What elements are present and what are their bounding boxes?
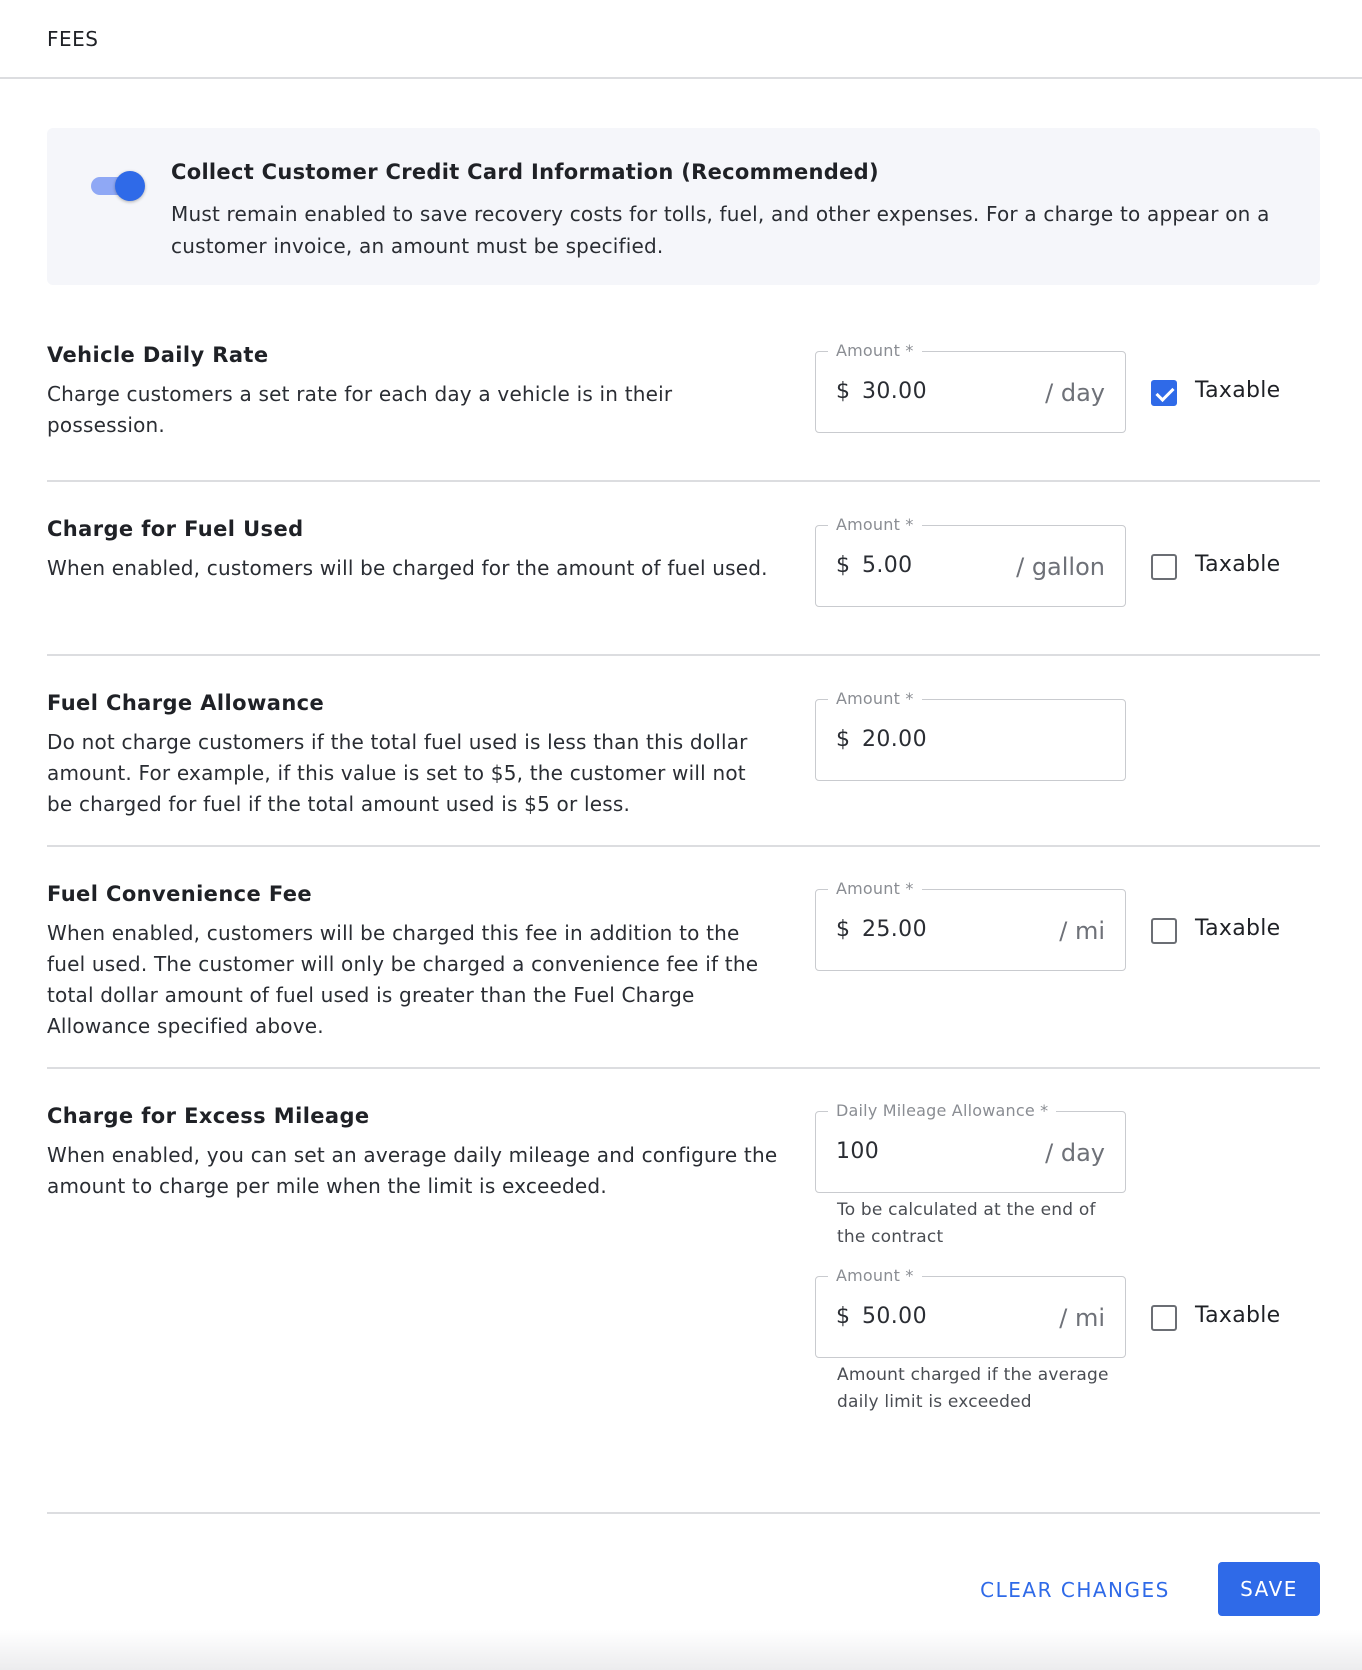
credit-card-title: Collect Customer Credit Card Information (Recommended) <box>171 160 879 184</box>
checkbox-unchecked-icon[interactable] <box>1151 918 1177 944</box>
credit-card-panel <box>47 128 1320 285</box>
section-description: Do not charge customers if the total fuel used is less than this dollar amount. For example, if this value is set to $5, the customer will not be charged for fuel if the total amount used is $5 or less. <box>47 730 748 816</box>
section-title: Vehicle Daily Rate <box>47 343 269 367</box>
currency-prefix: $ <box>836 727 850 752</box>
allowance-helper-text: To be calculated at the end of the contract <box>837 1200 1096 1247</box>
field-unit-suffix: / mi <box>1059 1304 1105 1332</box>
field-value[interactable]: 25.00 <box>862 917 927 942</box>
checkbox-unchecked-icon[interactable] <box>1151 554 1177 580</box>
section-title: Fuel Convenience Fee <box>47 882 313 906</box>
toggle-thumb <box>115 171 145 201</box>
clear-changes-button[interactable]: CLEAR CHANGES <box>975 1563 1175 1617</box>
field-unit-suffix: / gallon <box>1016 553 1105 581</box>
taxable-label: Taxable <box>1195 378 1281 403</box>
section-description: When enabled, customers will be charged for the amount of fuel used. <box>47 556 768 580</box>
field-value[interactable]: 30.00 <box>862 379 927 404</box>
section-description: When enabled, you can set an average daily mileage and configure the amount to charge per mile when the limit is exceeded. <box>47 1143 778 1198</box>
page-header <box>0 0 1362 79</box>
taxable-label: Taxable <box>1195 1303 1281 1328</box>
section-title: Charge for Fuel Used <box>47 517 304 541</box>
save-button[interactable]: SAVE <box>1218 1562 1320 1616</box>
field-unit-suffix: / day <box>1045 1139 1105 1167</box>
field-value[interactable]: 20.00 <box>862 727 927 752</box>
field-value[interactable]: 50.00 <box>862 1304 927 1329</box>
field-label: Amount * <box>828 879 922 899</box>
section-description: Charge customers a set rate for each day a vehicle is in their possession. <box>47 382 673 437</box>
currency-prefix: $ <box>836 917 850 942</box>
field-label: Amount * <box>828 341 922 361</box>
field-label: Amount * <box>828 1266 922 1286</box>
field-unit-suffix: / mi <box>1059 917 1105 945</box>
field-value[interactable]: 5.00 <box>862 553 913 578</box>
field-label: Daily Mileage Allowance * <box>828 1101 1056 1121</box>
vehicle-daily-rate-amount-field[interactable] <box>815 341 1126 433</box>
taxable-label: Taxable <box>1195 916 1281 941</box>
divider <box>47 480 1320 482</box>
currency-prefix: $ <box>836 553 850 578</box>
checkbox-checked-icon[interactable] <box>1151 380 1177 406</box>
divider <box>47 654 1320 656</box>
bottom-shadow <box>0 1630 1362 1670</box>
divider <box>47 845 1320 847</box>
currency-prefix: $ <box>836 379 850 404</box>
section-title: Fuel Charge Allowance <box>47 691 325 715</box>
checkbox-unchecked-icon[interactable] <box>1151 1305 1177 1331</box>
fuel-used-amount-field[interactable] <box>815 515 1126 607</box>
excess-mileage-amount-field[interactable] <box>815 1266 1126 1358</box>
field-label: Amount * <box>828 515 922 535</box>
taxable-label: Taxable <box>1195 552 1281 577</box>
credit-card-description: Must remain enabled to save recovery costs for tolls, fuel, and other expenses. For a charge to appear on a customer invoice, an amount must be specified. <box>171 202 1270 258</box>
fuel-charge-allowance-amount-field[interactable] <box>815 689 1126 781</box>
page-title: FEES <box>47 27 99 51</box>
currency-prefix: $ <box>836 1304 850 1329</box>
field-value[interactable]: 100 <box>836 1139 880 1164</box>
daily-mileage-allowance-field[interactable] <box>815 1101 1126 1193</box>
divider <box>47 1512 1320 1514</box>
collect-credit-card-toggle[interactable] <box>89 168 145 202</box>
amount-helper-text: Amount charged if the average daily limit is exceeded <box>837 1365 1109 1412</box>
section-description: When enabled, customers will be charged this fee in addition to the fuel used. The customer will only be charged a convenience fee if the total dollar amount of fuel used is greater than the Fuel Charge Allowance specified above. <box>47 921 759 1038</box>
field-label: Amount * <box>828 689 922 709</box>
fuel-convenience-fee-amount-field[interactable] <box>815 879 1126 971</box>
field-unit-suffix: / day <box>1045 379 1105 407</box>
divider <box>47 1067 1320 1069</box>
section-title: Charge for Excess Mileage <box>47 1104 370 1128</box>
